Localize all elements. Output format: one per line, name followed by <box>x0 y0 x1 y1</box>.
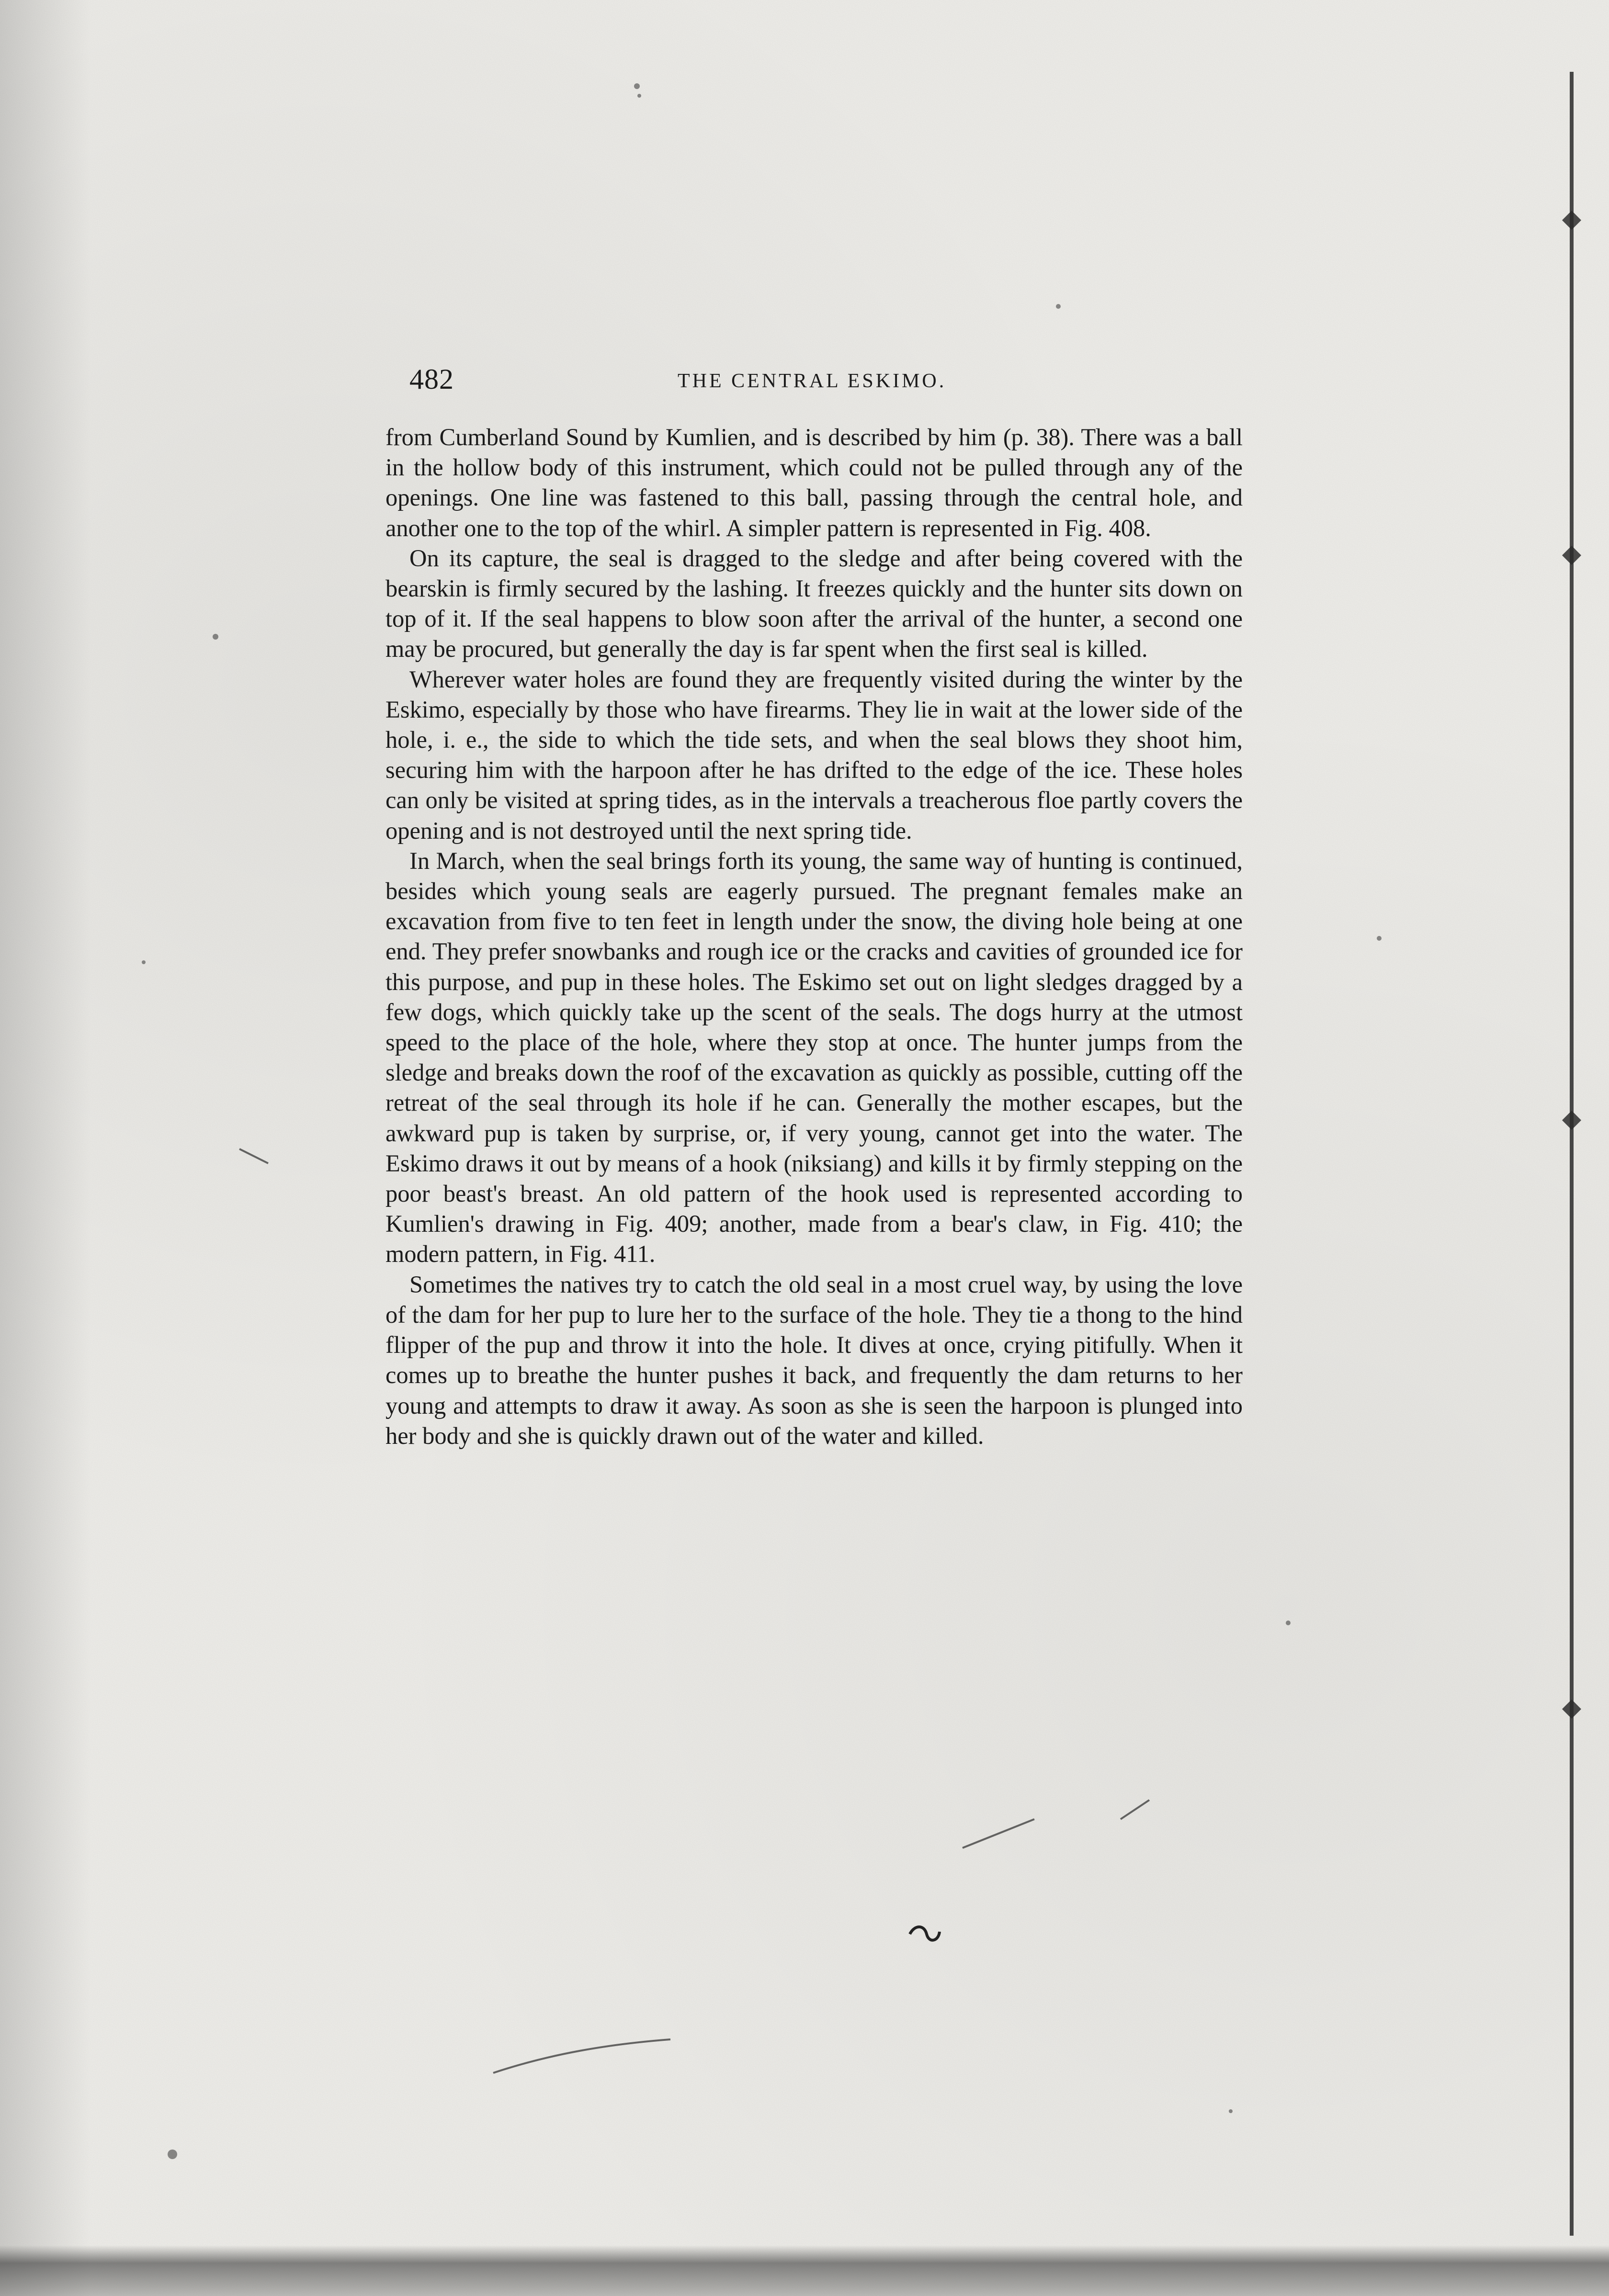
paragraph: Wherever water holes are found they are frequently visited during the winter by the Eskimo, especially by those who have firearms. They lie in wait at the lower side of the hole, i. e., the side to which the tide sets, and when the seal blows they shoot him, securing him with the harpoon after he has drifted to the edge of the ice. These holes can only be visited at spring tides, as in the intervals a treacherous floe partly covers the opening and is not destroyed until the next spring tide. <box>385 664 1243 846</box>
page-number: 482 <box>409 363 454 396</box>
paragraph: On its capture, the seal is dragged to the sledge and after being covered with the bearskin is firmly secured by the lashing. It freezes quickly and the hunter sits down on top of it. If the seal happens to blow soon after the arrival of the hunter, a second one may be procured, but generally the day is far spent when the first seal is killed. <box>385 543 1243 664</box>
running-head: THE CENTRAL ESKIMO. <box>678 370 946 393</box>
paragraph: In March, when the seal brings forth its young, the same way of hunting is continued, besides which young seals are eagerly pursued. The pregnant females make an excavation from five to ten feet in length under the snow, the diving hole being at one end. They prefer snowbanks and rough ice or the cracks and cavities of grounded ice for this purpose, and pup in these holes. The Eskimo set out on light sledges dragged by a few dogs, which quickly take up the scent of the seals. The dogs hurry at the utmost speed to the place of the hole, where they stop at once. The hunter jumps from the sledge and breaks down the roof of the excavation as quickly as possible, cutting off the retreat of the seal through its hole if he can. Generally the mother escapes, but the awkward pup is taken by surprise, or, if very young, cannot get into the water. The Eskimo draws it out by means of a hook (niksiang) and kills it by firmly stepping on the poor beast's breast. An old pattern of the hook used is represented according to Kumlien's drawing in Fig. 409; another, made from a bear's claw, in Fig. 410; the modern pattern, in Fig. 411. <box>385 846 1243 1270</box>
paragraph: Sometimes the natives try to catch the old seal in a most cruel way, by using the love of the dam for her pup to lure her to the surface of the hole. They tie a thong to the hind flipper of the pup and throw it into the hole. It dives at once, crying pitifully. When it comes up to breathe the hunter pushes it back, and frequently the dam returns to her young and attempts to draw it away. As soon as she is seen the harpoon is plunged into her body and she is quickly drawn out of the water and killed. <box>385 1270 1243 1451</box>
paragraph: from Cumberland Sound by Kumlien, and is described by him (p. 38). There was a ball in the hollow body of this instrument, which could not be pulled through any of the openings. One line was fastened to this ball, passing through the central hole, and another one to the top of the whirl. A simpler pattern is represented in Fig. 408. <box>385 422 1243 543</box>
